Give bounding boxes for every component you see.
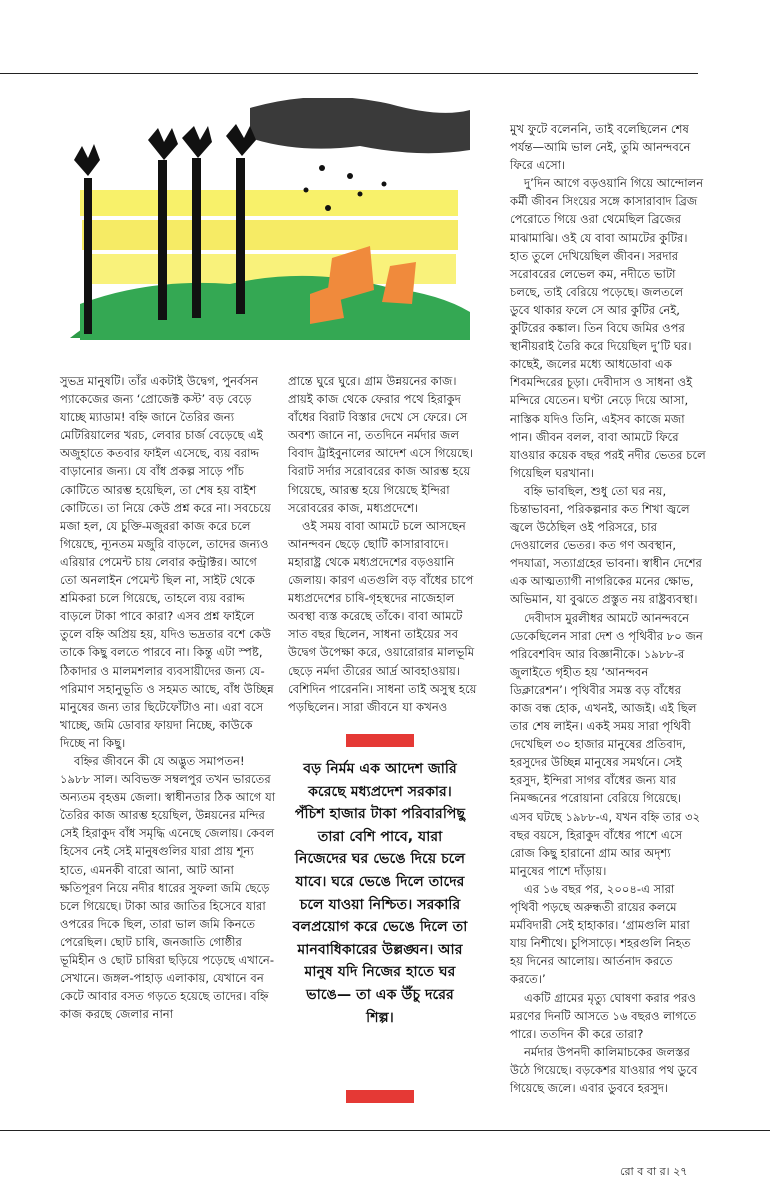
col2-paragraph-1: প্রান্তে ঘুরে ঘুরে। গ্রাম উন্নয়নের কাজ। প্রায়ই কাজ থেকে ফেরার পথে হিরাকুদ বাঁধের বিরাট বিস্তার দেখে সে ফেরে। সে অবশ্য জানে না, ততদিনে নর্মদার জল বিবাদ ট্রাইবুনালের আদেশ এসে গিয়েছে। বিরাট সর্দার সরোবরের কাজ আরম্ভ হয়ে গিয়েছে, আরম্ভ হয়ে গিয়েছে ইন্দিরা সরোবরের কাজ, মধ্যপ্রদেশে।	[288, 374, 473, 515]
pullquote: বড় নির্মম এক আদেশ জারি করেছে মধ্যপ্রদেশ সরকার। পঁচিশ হাজার টাকা পরিবারপিছু তারা বেশি পাবে, যারা নিজেদের ঘর ভেঙে দিয়ে চলে যাবে। ঘরে ভেঙে দিলে তাদের চলে যাওয়া নিশ্চিত। সরকারি বলপ্রয়োগ করে ভেঙে দিলে তা মানবাধিকারের উল্লঙ্ঘন। আর মানুষ যদি নিজের হাতে ঘর ভাঙে— তা এক উঁচু দরের শিল্প।	[292, 761, 468, 1026]
pullquote-bar-top	[346, 734, 414, 747]
pullquote-bar-bottom	[346, 1090, 414, 1103]
col3-paragraph-4: দেবীদাস মুরলীধর আমটে আনন্দবনে ডেকেছিলেন সারা দেশ ও পৃথিবীর ৮০ জন পরিবেশবিদ আর বিজ্ঞানীকে। ১৯৮৮-র জুলাইতে গৃহীত হয় ‘আনন্দবন ডিক্লারেশন’। পৃথিবীর সমস্ত বড় বাঁধের কাজ বন্ধ হোক, এখনই, আজই। এই ছিল তার শেষ লাইন। একই সময় সারা পৃথিবী দেখেছিল ৩০ হাজার মানুষের প্রতিবাদ, হরসুদের উচ্ছিন্ন মানুষের সমর্থনে। সেই হরসুদ, ইন্দিরা সাগর বাঁধের জন্য যার নিমজ্জনের পরোয়ানা বেরিয়ে গিয়েছে। এসব ঘটছে ১৯৮৮-এ, যখন বহ্নি তার ৩২ বছর বয়সে, হিরাকুদ বাঁধের পাশে এসে রোজ কিছু হারানো গ্রাম আর অদৃশ্য মানুষের পাশে দাঁড়ায়।	[510, 610, 703, 878]
col3-paragraph-1: মুখ ফুটে বলেননি, তাই বলেছিলেন শেষ পর্যন্ত—আমি ভাল নেই, তুমি আনন্দবনে ফিরে এসো।	[510, 122, 691, 173]
illustration	[60, 98, 478, 364]
column-3	[510, 120, 706, 1097]
col3-paragraph-2: দু’দিন আগে বড়ওয়ানি গিয়ে আন্দোলন কর্মী জীবন সিংয়ের সঙ্গে কাসারাবাদ ব্রিজ পেরোতে গিয়ে ওরা থেমেছিল ব্রিজের মাঝামাঝি। ওই যে বাবা আমটের কুটির। হাত তুলে দেখিয়েছিল জীবন। সরদার সরোবরের লেভেল কম, নদীতে ভাটা চলছে, তাই বেরিয়ে পড়েছে। জলতলে ডুবে থাকার ফলে সে আর কুটির নেই, কুটিরের কঙ্কাল। তিন বিঘে জমির ওপর স্থানীয়রাই তৈরি করে দিয়েছিল দু’টি ঘর। কাছেই, জলের মধ্যে আধডোবা এক শিবমন্দিরের চূড়া। দেবীদাস ও সাধনা ওই মন্দিরে যেতেন। ঘণ্টা নেড়ে দিয়ে আসা, নাস্তিক যদিও তিনি, এইসব কাজে মজা পান। জীবন বলল, বাবা আমটে ফিরে যাওয়ার কয়েক বছর পরই নদীর ভেতর চলে গিয়েছিল ঘরখানা।	[510, 176, 706, 480]
col3-paragraph-7: নর্মদার উপনদী কালিমাচকের জলস্তর উঠে গিয়েছে। বড়কেশর যাওয়ার পথ ডুবে গিয়েছে জলে। এবার ডুববে হরসুদ।	[510, 1044, 698, 1095]
col1-paragraph-1: সুভদ্র মানুষটি। তাঁর একটাই উদ্বেগ, পুনর্বসন প্যাকেজের জন্য ‘প্রোজেক্ট কস্ট’ বড় বেড়ে যাচ্ছে ম্যাডাম! বহ্নি জানে তৈরির জন্য মেটিরিয়ালের খরচ, লেবার চার্জ বেড়েছে এই অজুহাতে কতবার ফাইল এসেছে, ব্যয় বরাদ্দ বাড়ানোর জন্য। যে বাঁধ প্রকল্প সাড়ে পাঁচ কোটিতে আরম্ভ হয়েছিল, তা শেষ হয় বাইশ কোটিতে। তা নিয়ে কেউ প্রশ্ন করে না। সবচেয়ে মজা হল, যে চুক্তি-মজুররা কাজ করে চলে গিয়েছে, ন্যূনতম মজুরি বাড়লে, তাদের জন্যও এরিয়ার পেমেন্ট চায় লেবার কন্ট্রাক্টর। আগে তো অনলাইন পেমেন্ট ছিল না, সাইট থেকে শ্রমিকরা চলে গিয়েছে, তাহলে ব্যয় বরাদ্দ বাড়লে টাকা পাবে কারা? এসব প্রশ্ন ফাইলে তুলে বহ্নি অপ্রিয় হয়, যদিও ভদ্রতার বশে কেউ তাকে কিছু বলতে পারবে না। কিন্তু এটা স্পষ্ট, ঠিকাদার ও মালমশলার ব্যবসায়ীদের জন্য যে-পরিমাণ সহানুভূতি ও সহমত আছে, বাঁধ উচ্ছিন্ন মানুষের জন্য তার ছিটেফোঁটাও না। এরা বসে খাচ্ছে, জমি ডোবার ফায়দা নিচ্ছে, কাউকে দিচ্ছে না কিছু।	[60, 374, 274, 750]
col3-paragraph-3: বহ্নি ভাবছিল, শুধু তো ঘর নয়, চিন্তাভাবনা, পরিকল্পনার কত শিখা জ্বলে জ্বলে উঠেছিল ওই পরিসরে, চার দেওয়ালের ভেতর। কত গণ অবস্থান, পদযাত্রা, সত্যাগ্রহের ভাবনা। স্বাধীন দেশের এক আত্মত্যাগী নাগরিকের মনের ক্ষোভ, অভিমান, যা বুঝতে প্রস্তুত নয় রাষ্ট্রব্যবস্থা।	[510, 483, 702, 607]
top-rule	[0, 73, 698, 74]
page-footer: রো ব বা র। ২৭	[620, 1165, 688, 1178]
col3-paragraph-6: একটি গ্রামের মৃত্যু ঘোষণা করার পরও মরণের দিনটি আসতে ১৬ বছরও লাগতে পারে। ততদিন কী করে তারা?	[510, 990, 697, 1041]
col1-paragraph-2: বহ্নির জীবনে কী যে অদ্ভুত সমাপতন! ১৯৮৮ সাল। অবিভক্ত সম্বলপুর তখন ভারতের অন্যতম বৃহত্তম জেলা। স্বাধীনতার ঠিক আগে যা তৈরির কাজ আরম্ভ হয়েছিল, উন্নয়নের মন্দির সেই হিরাকুদ বাঁধ সমৃদ্ধি এনেছে জেলায়। কেবল হিসেব নেই সেই মানুষগুলির যারা প্রায় শূন্য হাতে, এমনকী বারো আনা, আট আনা ক্ষতিপূরণ নিয়ে নদীর ধারের সুফলা জমি ছেড়ে চলে গিয়েছে। টাকা আর জাতির হিসেবে যারা ওপরের দিকে ছিল, তারা ভাল জমি কিনতে পেরেছিল। ছোট চাষি, জনজাতি গোষ্ঠীর ভূমিহীন ও ছোট চাষিরা ছড়িয়ে পড়েছে এখানে-সেখানে। জঙ্গল-পাহাড় এলাকায়, যেখানে বন কেটে আবার বসত গড়তে হয়েছে তাদের। বহ্নি কাজ করছে জেলার নানা	[60, 753, 276, 1022]
col3-paragraph-5: এর ১৬ বছর পর, ২০০৪-এ সারা পৃথিবী পড়ছে অরুন্ধতী রায়ের কলমে মর্মবিদারী সেই হাহাকার। ‘গ্রামগুলি মারা যায় নিশীথে। চুপিসাড়ে। শহরগুলি নিহত হয় দিনের আলোয়। আর্তনাদ করতে করতে।’	[510, 881, 691, 987]
column-2	[288, 372, 484, 716]
bottom-rule	[0, 1130, 770, 1131]
column-1	[60, 372, 276, 1023]
col2-paragraph-2: ওই সময় বাবা আমটে চলে আসছেন আনন্দবন ছেড়ে ছোটি কাসারাবাদে। মহারাষ্ট্র থেকে মধ্যপ্রদেশের বড়ওয়ানি জেলায়। কারণ এতগুলি বড় বাঁধের চাপে মধ্যপ্রদেশের চাষি-গৃহস্থদের নাজেহাল অবস্থা ব্যস্ত করেছে তাঁকে। বাবা আমটে সাত বছর ছিলেন, সাধনা তাইয়ের সব উদ্বেগ উপেক্ষা করে, ওয়ারোরার মালভূমি ছেড়ে নর্মদা তীরের আর্দ্র আবহাওয়ায়। বেশিদিন পারেননি। সাধনা তাই অসুস্থ হয়ে পড়ছিলেন। সারা জীবনে যা কখনও	[288, 518, 477, 714]
